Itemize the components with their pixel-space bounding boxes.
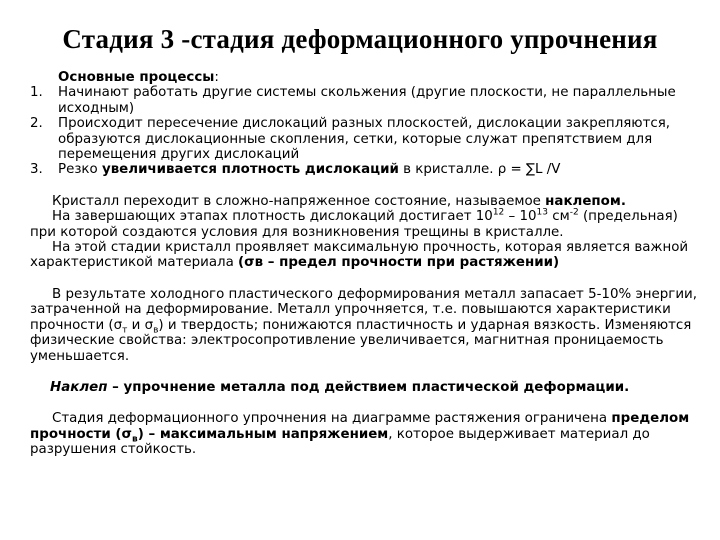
subscript: в	[153, 325, 159, 336]
paragraph-bold-text: пределом прочности (σ	[30, 411, 690, 442]
spacer	[30, 395, 698, 411]
list-item	[30, 85, 698, 116]
paragraph-text: (предельная) при которой создаются условия для возникновения трещины в кристалле.	[30, 209, 678, 240]
paragraph-text: ) и твердость; понижаются пластичность и ударная вязкость. Изменяются физические свойства: электросопротивление увеличивается, магнитная проницаемость уменьшается.	[30, 317, 692, 364]
processes-heading	[30, 70, 698, 85]
superscript: 12	[492, 207, 505, 218]
paragraph-text: см	[547, 209, 570, 225]
paragraph-ultimate-strength	[30, 411, 698, 457]
paragraph-cold-deformation	[30, 287, 698, 364]
definition-term: Наклеп	[50, 379, 108, 395]
slide-title: Стадия 3 -стадия деформационного упрочнения	[62, 24, 658, 54]
paragraph-cold-work-state	[30, 194, 698, 209]
spacer	[30, 364, 698, 380]
definition-text: – упрочнение металла под действием пластической деформации.	[107, 379, 630, 395]
subscript: т	[122, 325, 128, 336]
paragraph-dislocation-density	[30, 209, 698, 240]
superscript: 13	[536, 207, 548, 218]
paragraph-bold: наклепом.	[545, 193, 626, 209]
paragraph-text: , которое выдерживает материал до разрушения стойкость.	[30, 426, 650, 458]
list-item-number: 3.	[30, 162, 43, 178]
list-item-text-pre: Резко	[58, 162, 102, 178]
paragraph-text: На завершающих этапах плотность дислокаций достигает 10	[52, 209, 493, 225]
paragraph-max-strength	[30, 240, 698, 271]
list-item-number: 1.	[30, 85, 43, 101]
processes-heading-label: Основные процессы	[58, 70, 215, 85]
list-item-text-post: в кристалле. ρ = ∑L /V	[398, 162, 561, 178]
superscript: -2	[569, 207, 579, 218]
paragraph-text: и σ	[127, 317, 154, 333]
paragraph-text: Стадия деформационного упрочнения на диаграмме растяжения ограничена	[52, 411, 612, 427]
paragraph-text: – 10	[504, 209, 537, 225]
list-item	[30, 116, 698, 162]
paragraph-text: На этой стадии кристалл проявляет максимальную прочность, которая является важной характеристикой материала	[30, 240, 689, 271]
processes-heading-colon: :	[214, 70, 219, 85]
definition-work-hardening	[30, 380, 698, 395]
slide-body	[30, 70, 698, 458]
list-item-text: Происходит пересечение дислокаций разных плоскостей, дислокации закрепляются, образуются дислокационные скопления, сетки, которые служат препятствием для перемещения других дислокаций	[58, 116, 671, 163]
spacer	[30, 178, 698, 194]
list-item-text: Начинают работать другие системы скольжения (другие плоскости, не параллельные исходным)	[58, 85, 676, 116]
subscript: в	[131, 434, 138, 445]
list-item-text-bold: увеличивается плотность дислокаций	[101, 162, 399, 178]
list-item	[30, 162, 698, 177]
paragraph-text: Кристалл переходит в сложно-напряженное состояние, называемое	[52, 193, 546, 209]
spacer	[30, 271, 698, 287]
list-item-number: 2.	[30, 116, 43, 132]
processes-list	[30, 85, 698, 177]
paragraph-bold-text: ) – максимальным напряжением	[137, 426, 389, 442]
paragraph-bold: (σв – предел прочности при растяжении)	[238, 255, 560, 271]
paragraph-text: В результате холодного пластического деформирования металл запасает 5-10% энергии, затраченной на деформирование. Металл упрочняется, т.е. повышаются характеристики прочности (σ	[30, 286, 697, 333]
